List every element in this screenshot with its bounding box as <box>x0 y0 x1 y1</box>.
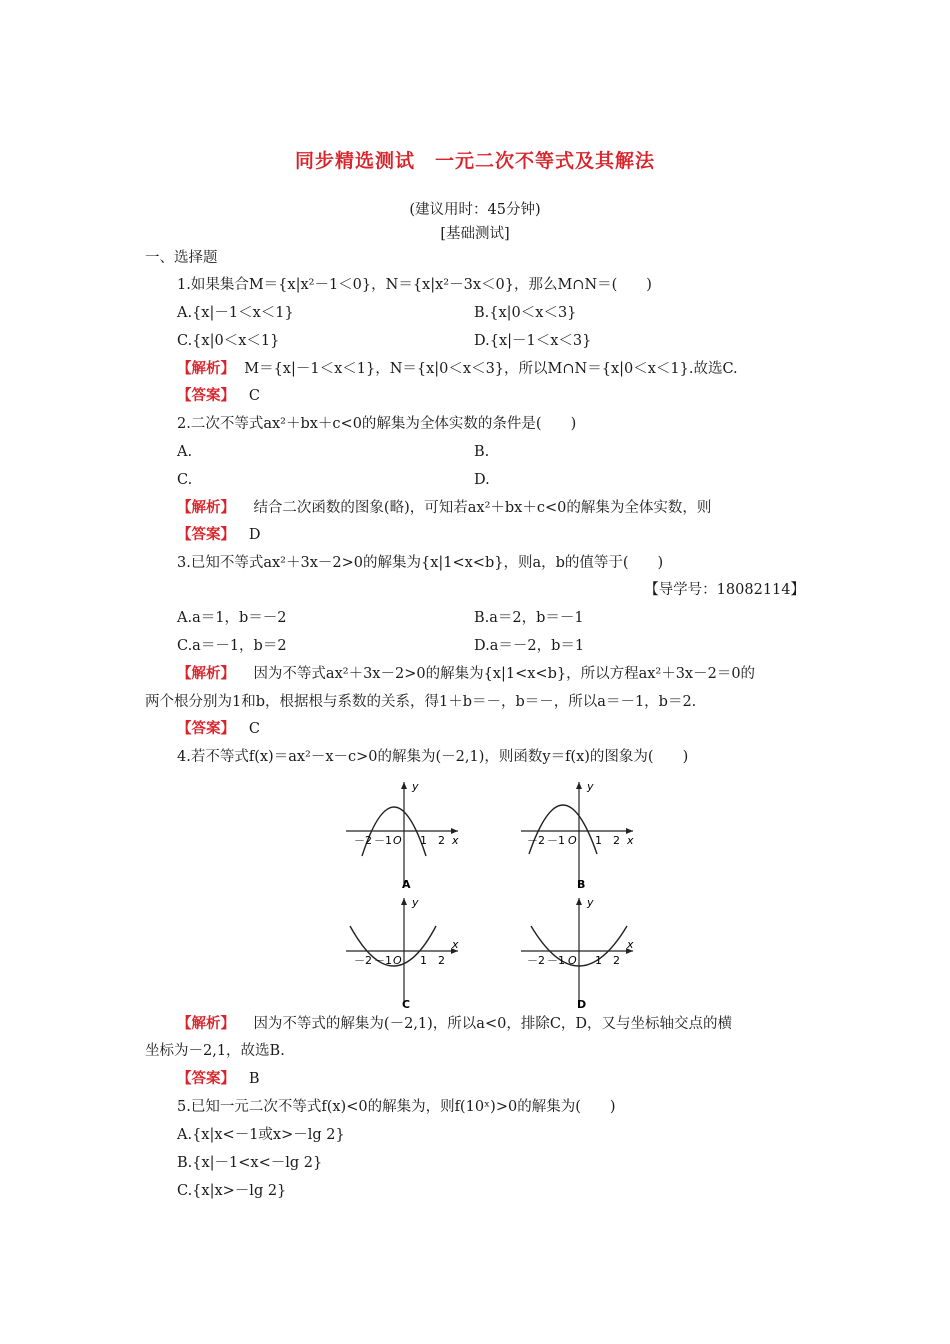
tick-2: 2 <box>438 954 445 967</box>
graph-a-label: A <box>402 878 411 891</box>
q5-option-b: B.{x|－1<x<－lg 2} <box>177 1155 323 1171</box>
q3-answer: C <box>248 721 260 737</box>
tick-2: 2 <box>613 834 620 847</box>
tick-neg2: －2 <box>527 954 545 967</box>
q3-option-a: A.a＝1，b＝－2 <box>177 610 287 626</box>
x-axis-label: x <box>452 938 459 951</box>
q3-option-c: C.a＝－1，b＝2 <box>177 638 287 654</box>
tick-1: 1 <box>595 954 602 967</box>
q3-stem: 3.已知不等式ax²＋3x－2>0的解集为{x|1<x<b}，则a，b的值等于( ) <box>177 555 664 571</box>
q2-option-b: B. <box>474 444 490 460</box>
q4-analysis-line1: 因为不等式的解集为(－2,1)，所以a<0，排除C，D，又与坐标轴交点的横 <box>253 1016 733 1032</box>
analysis-tag: 【解析】 <box>177 499 235 516</box>
graph-b-label: B <box>577 878 586 891</box>
graph-b <box>521 780 634 891</box>
x-axis-label: x <box>627 938 634 951</box>
q1-answer: C <box>248 388 260 404</box>
answer-tag: 【答案】 <box>177 526 235 543</box>
q1-answer-row <box>177 386 260 406</box>
q1-analysis: M＝{x|－1＜x＜1}，N＝{x|0＜x＜3}，所以M∩N＝{x|0＜x＜1}.故选C. <box>244 361 738 377</box>
q5-option-a: A.{x|x<－1或x>－lg 2} <box>177 1127 345 1143</box>
tick-neg2: －2 <box>354 834 372 847</box>
q5-stem: 5.已知一元二次不等式f(x)<0的解集为，则f(10ˣ)>0的解集为( ) <box>177 1099 616 1115</box>
q1-option-c: C.{x|0＜x＜1} <box>177 333 280 349</box>
graph-d-label: D <box>577 998 587 1011</box>
tick-1: 1 <box>595 834 602 847</box>
q1-option-d: D.{x|－1＜x＜3} <box>474 333 592 349</box>
q3-analysis-row <box>177 664 755 684</box>
q3-option-d: D.a＝－2，b＝1 <box>474 638 585 654</box>
x-axis-label: x <box>627 834 634 847</box>
tick-neg1: －1 <box>374 954 392 967</box>
answer-tag: 【答案】 <box>177 1070 235 1087</box>
origin-label: O <box>393 834 402 847</box>
q4-stem: 4.若不等式f(x)＝ax²－x－c>0的解集为(－2,1)，则函数y＝f(x)的图象为( ) <box>177 749 689 765</box>
y-axis-label: y <box>412 896 419 909</box>
origin-label: O <box>568 834 577 847</box>
q2-answer: D <box>248 527 261 543</box>
tick-neg1: －1 <box>547 954 565 967</box>
q1-stem: 1.如果集合M＝{x|x²－1＜0}，N＝{x|x²－3x＜0}，那么M∩N＝( ) <box>177 277 652 293</box>
tick-neg2: －2 <box>354 954 372 967</box>
q2-answer-row <box>177 525 260 545</box>
analysis-tag: 【解析】 <box>177 665 235 682</box>
origin-label: O <box>393 954 402 967</box>
q1-analysis-row <box>177 359 738 379</box>
q2-analysis-row <box>177 498 711 518</box>
q4-answer: B <box>248 1071 260 1087</box>
tick-neg1: －1 <box>374 834 392 847</box>
q3-analysis-line1: 因为不等式ax²＋3x－2>0的解集为{x|1<x<b}，所以方程ax²＋3x－2＝0的 <box>253 666 756 682</box>
analysis-tag: 【解析】 <box>177 360 235 377</box>
y-axis-label: y <box>587 780 594 793</box>
tick-1: 1 <box>420 954 427 967</box>
part-heading: 一、选择题 <box>145 250 218 266</box>
tick-neg1: －1 <box>547 834 565 847</box>
q2-option-d: D. <box>474 472 490 488</box>
q3-option-b: B.a＝2，b＝－1 <box>474 610 584 626</box>
q2-analysis: 结合二次函数的图象(略)，可知若ax²＋bx＋c<0的解集为全体实数，则 <box>253 500 712 516</box>
x-axis-label: x <box>452 834 459 847</box>
page-title: 同步精选测试 一元二次不等式及其解法 <box>294 150 655 172</box>
graph-a <box>346 780 459 891</box>
origin-label: O <box>568 954 577 967</box>
q2-option-c: C. <box>177 472 193 488</box>
answer-tag: 【答案】 <box>177 720 235 737</box>
graph-d <box>521 896 634 1011</box>
y-axis-label: y <box>587 896 594 909</box>
q4-answer-row <box>177 1069 259 1089</box>
q4-analysis-row <box>177 1014 732 1034</box>
graph-figure <box>330 776 650 1016</box>
q4-analysis-line2: 坐标为－2,1，故选B. <box>145 1043 285 1059</box>
guide-number: 【导学号：18082114】 <box>644 582 805 598</box>
section-note: [基础测试] <box>440 226 510 242</box>
q4-graphs <box>330 776 650 1016</box>
tick-1: 1 <box>420 834 427 847</box>
q1-option-b: B.{x|0＜x＜3} <box>474 305 577 321</box>
time-note: (建议用时：45分钟) <box>409 202 541 218</box>
tick-2: 2 <box>438 834 445 847</box>
answer-tag: 【答案】 <box>177 387 235 404</box>
q1-option-a: A.{x|－1＜x＜1} <box>177 305 294 321</box>
y-axis-label: y <box>412 780 419 793</box>
q2-option-a: A. <box>177 444 193 460</box>
q3-answer-row <box>177 719 260 739</box>
q3-analysis-line2: 两个根分别为1和b，根据根与系数的关系，得1＋b＝－，b＝－，所以a＝－1，b＝2. <box>145 694 697 710</box>
graph-c <box>346 896 459 1011</box>
q2-stem: 2.二次不等式ax²＋bx＋c<0的解集为全体实数的条件是( ) <box>177 416 577 432</box>
graph-c-label: C <box>402 998 411 1011</box>
tick-2: 2 <box>613 954 620 967</box>
analysis-tag: 【解析】 <box>177 1015 235 1032</box>
tick-neg2: －2 <box>527 834 545 847</box>
q5-option-c: C.{x|x>－lg 2} <box>177 1183 287 1199</box>
